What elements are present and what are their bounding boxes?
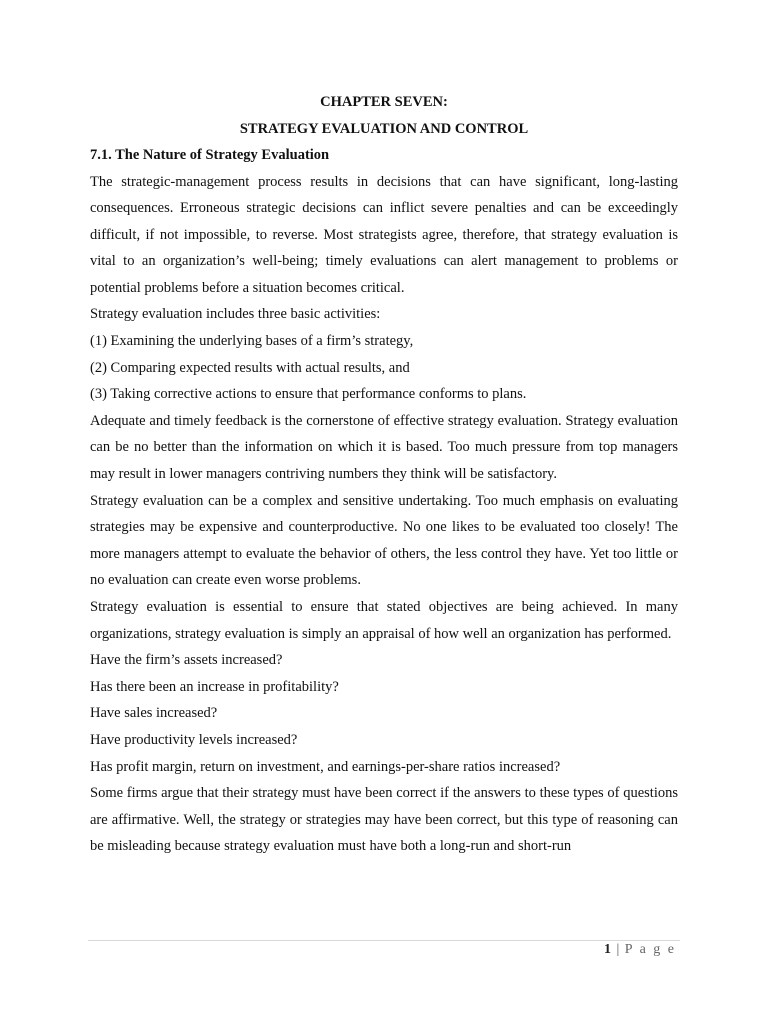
activity-item: (1) Examining the underlying bases of a firm’s strategy, [90,333,414,350]
paragraph-complexity: Strategy evaluation can be a complex and sensitive undertaking. Too much emphasis on evaluating strategies may be expensive and counterproductive. No one likes to be evaluated too closely! The more managers attempt to evaluate the behavior of others, the less control they have. Yet too little or no evaluation can create even worse problems. [90,492,678,589]
question-item: Has profit margin, return on investment, and earnings-per-share ratios increased? [90,758,561,775]
chapter-label: CHAPTER SEVEN: [320,94,448,110]
paragraph-argument: Some firms argue that their strategy must have been correct if the answers to these types of questions are affirmative. Well, the strategy or strategies may have been correct, but this type of reasoning can be misleading because strategy evaluation must have both a long-run and short-run [90,785,678,855]
page-content [90,89,678,860]
page-footer [604,942,676,958]
question-item: Have sales increased? [90,705,218,722]
question-item: Has there been an increase in profitability? [90,678,339,695]
section-heading: 7.1. The Nature of Strategy Evaluation [90,147,330,163]
activity-item: (3) Taking corrective actions to ensure that performance conforms to plans. [90,386,527,403]
question-item: Have the firm’s assets increased? [90,652,283,669]
page-number: 1 [603,942,612,957]
page-label: P a g e [624,942,676,957]
paragraph-activities-intro: Strategy evaluation includes three basic activities: [90,306,381,323]
question-item: Have productivity levels increased? [90,731,298,748]
paragraph-feedback: Adequate and timely feedback is the cornerstone of effective strategy evaluation. Strategy evaluation can be no better than the information on which it is based. Too much pressure from top managers may result in lower managers contriving numbers they think will be satisfactory. [90,412,678,483]
footer-separator: | [616,942,621,957]
paragraph-intro: The strategic-management process results in decisions that can have significant, long-lasting consequences. Erroneous strategic decisions can inflict severe penalties and can be exceedingly difficult, if not impossible, to reverse. Most strategists agree, therefore, that strategy evaluation is vital to an organization’s well-being; timely evaluations can alert management to problems or potential problems before a situation becomes critical. [90,173,678,296]
activity-item: (2) Comparing expected results with actual results, and [90,359,410,376]
paragraph-objectives: Strategy evaluation is essential to ensure that stated objectives are being achieved. In many organizations, strategy evaluation is simply an appraisal of how well an organization has performed. [90,599,678,642]
chapter-title: STRATEGY EVALUATION AND CONTROL [239,120,529,137]
footer-divider [88,940,680,941]
